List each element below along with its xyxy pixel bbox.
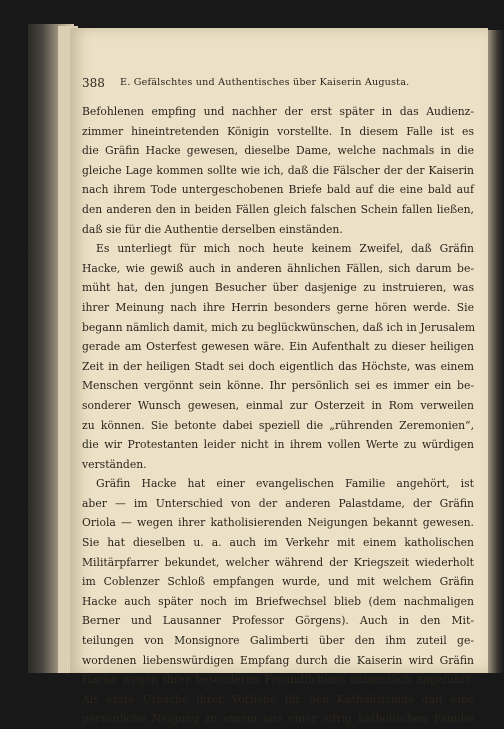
text-line: müht hat, den jungen Besucher über dasjenige zu instruieren, was	[82, 281, 474, 295]
text-line: Menschen vergönnt sein könne. Ihr persönlich sei es immer ein be-	[82, 379, 474, 393]
text-line: verständen.	[82, 457, 147, 471]
text-line: Zeit in der heiligen Stadt sei doch eigentlich das Höchste, was einem	[82, 359, 474, 373]
text-line: persönliche Neigung zu einem aus einer eifrig katholischen Familie	[82, 712, 474, 726]
text-line: gerade am Osterfest gewesen wäre. Ein Aufenthalt zu dieser heiligen	[82, 340, 474, 354]
text-line: ihrer Meinung nach ihre Herrin besonders gerne hören werde. Sie	[82, 300, 474, 314]
text-line: Hacke wegen ihrer besonderen Freundlichkeit namentlich angeführt.	[82, 673, 474, 687]
body-text	[82, 102, 474, 729]
text-line: Als erste Ursache ihrer Vorliebe für den Katholizismus galt eine	[82, 692, 474, 706]
text-line: die Gräfin Hacke gewesen, dieselbe Dame, welche nachmals in die	[82, 144, 474, 158]
text-line: Sie hat dieselben u. a. auch im Verkehr mit einem katholischen	[82, 536, 474, 550]
text-line: begann nämlich damit, mich zu beglückwünschen, daß ich in Jerusalem	[82, 320, 476, 334]
text-line: aber — im Unterschied von der anderen Palastdame, der Gräfin	[82, 496, 474, 510]
book-right-edge	[488, 30, 504, 673]
text-line: wordenen liebenswürdigen Empfang durch die Kaiserin wird Gräfin	[82, 653, 474, 667]
text-line: Militärpfarrer bekundet, welcher während der Kriegszeit wiederholt	[82, 555, 474, 569]
page-number: 388	[82, 76, 105, 90]
text-line: sonderer Wunsch gewesen, einmal zur Osterzeit in Rom verweilen	[82, 398, 474, 412]
text-line: Berner und Lausanner Professor Görgens). Auch in den Mit-	[82, 614, 474, 628]
page-header	[82, 76, 474, 94]
text-line: Befohlenen empfing und nachher der erst später in das Audienz-	[82, 105, 474, 118]
text-line: im Coblenzer Schloß empfangen wurde, und mit welchem Gräfin	[82, 575, 474, 589]
text-line: gleiche Lage kommen sollte wie ich, daß die Fälscher der der Kaiserin	[82, 163, 474, 177]
text-line: nach ihrem Tode untergeschobenen Briefe bald auf die eine bald auf	[82, 183, 474, 197]
text-line: den anderen den in beiden Fällen gleich falschen Schein fallen ließen,	[82, 202, 474, 216]
text-line: Hacke, wie gewiß auch in anderen ähnlichen Fällen, sich darum be-	[82, 261, 474, 275]
text-line: die wir Protestanten leider nicht in ihrem vollen Werte zu würdigen	[82, 438, 474, 452]
text-line: Es unterliegt für mich noch heute keinem Zweifel, daß Gräfin	[96, 242, 474, 256]
text-line: zu können. Sie betonte dabei speziell die „rührenden Zeremonien“,	[82, 418, 474, 432]
text-line: Hacke auch später noch im Briefwechsel blieb (dem nachmaligen	[82, 594, 474, 608]
running-head: E. Gefälschtes und Authentisches über Kaiserin Augusta.	[120, 77, 410, 88]
text-line: zimmer hineintretenden Königin vorstellte. In diesem Falle ist es	[82, 124, 474, 138]
text-line: teilungen von Monsignore Galimberti über den ihm zuteil ge-	[82, 634, 474, 648]
text-line: daß sie für die Authentie derselben einständen.	[82, 222, 343, 236]
text-line: Gräfin Hacke hat einer evangelischen Familie angehört, ist	[96, 477, 474, 491]
text-line: Oriola — wegen ihrer katholisierenden Neigungen bekannt gewesen.	[82, 516, 474, 530]
